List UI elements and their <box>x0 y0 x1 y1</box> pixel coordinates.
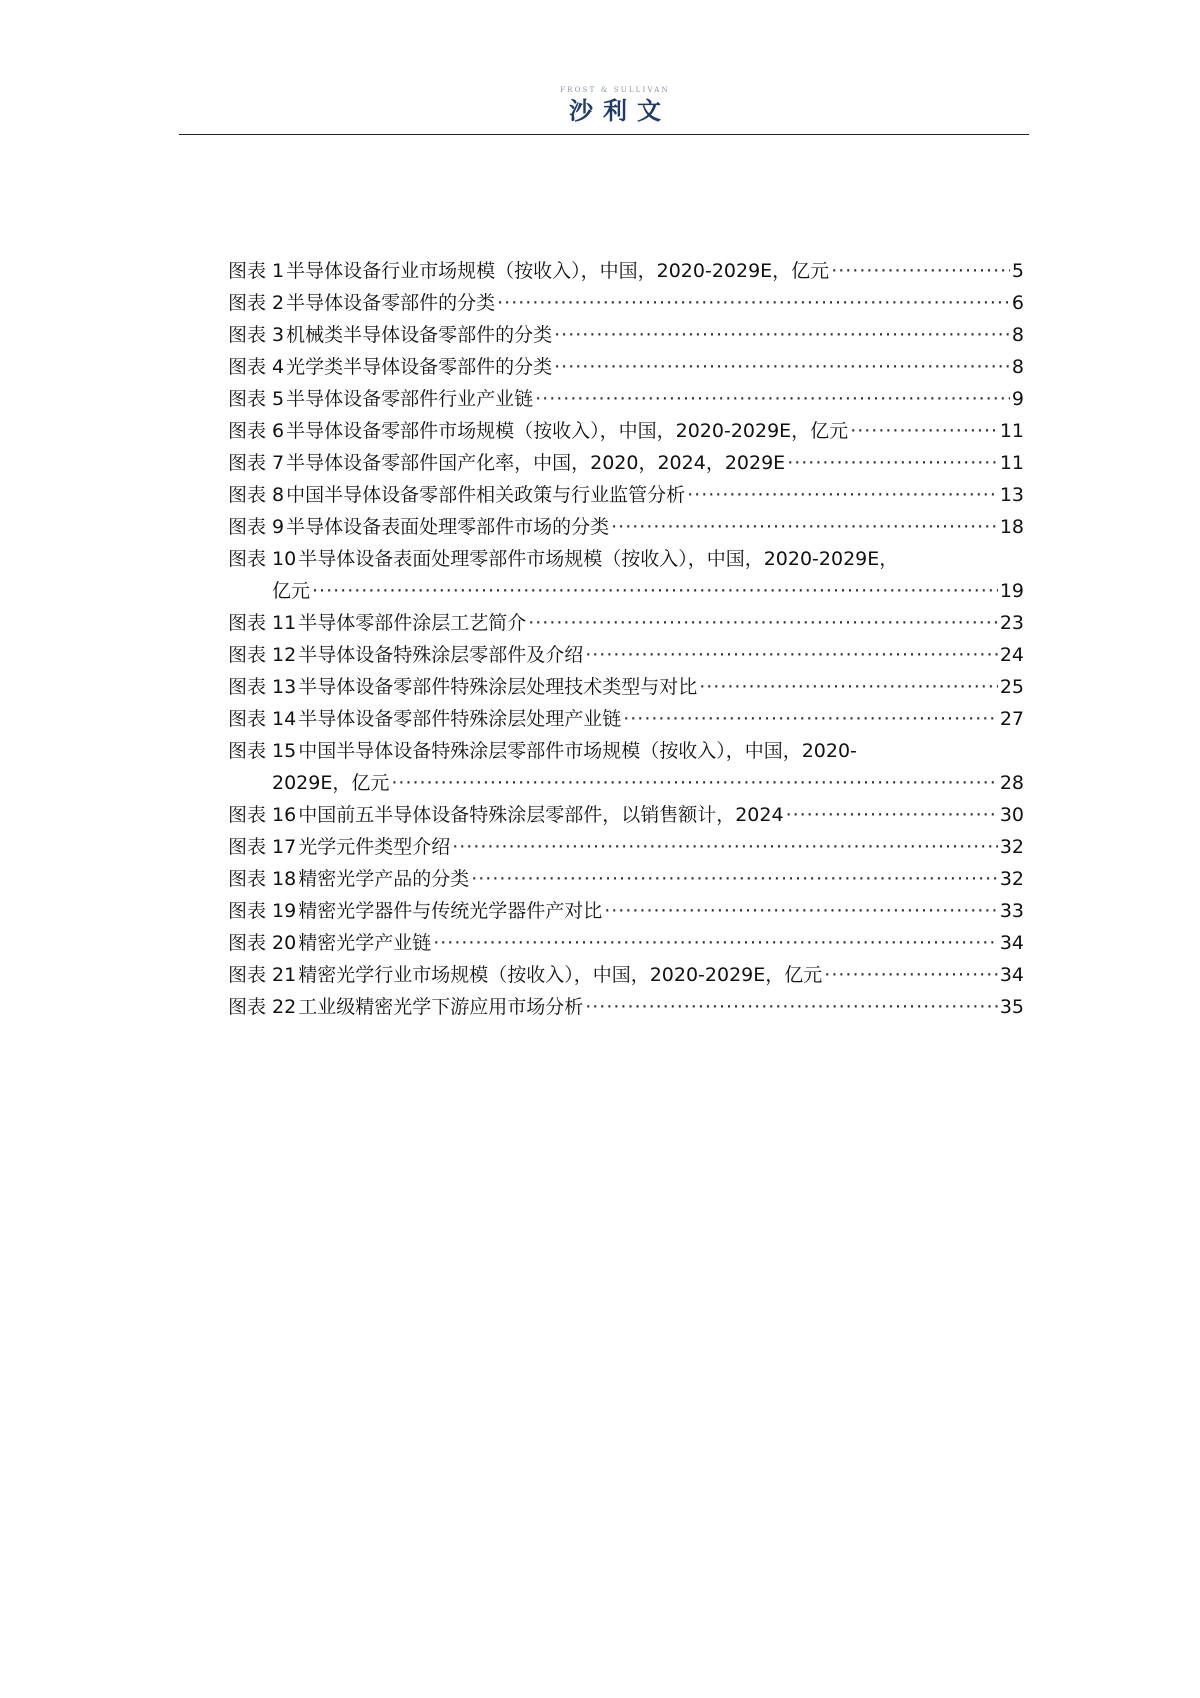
toc-entry-number: 13 <box>272 676 297 698</box>
toc-entry[interactable] <box>228 639 1024 671</box>
toc-entry-page: 34 <box>999 932 1024 954</box>
toc-entry-line <box>228 703 1024 735</box>
toc-entry-number: 19 <box>272 900 297 922</box>
toc-entry-number: 17 <box>272 836 297 858</box>
toc-entry-line <box>228 831 1024 863</box>
toc-entry-line <box>228 959 1024 991</box>
toc-entry-prefix: 图表 <box>228 292 267 314</box>
toc-entry-label <box>228 671 298 703</box>
toc-entry[interactable] <box>228 319 1024 351</box>
toc-entry-title: 中国前五半导体设备特殊涂层零部件，以销售额计，2024 <box>298 804 784 826</box>
toc-entry-page: 11 <box>999 452 1024 474</box>
toc-entry-page: 28 <box>999 772 1024 794</box>
toc-leader-dots <box>786 799 998 831</box>
toc-entry-prefix: 图表 <box>228 740 267 762</box>
toc-entry-line <box>228 543 1024 575</box>
toc-entry-page: 25 <box>999 676 1024 698</box>
toc-entry-prefix: 图表 <box>228 676 267 698</box>
toc-entry-prefix: 图表 <box>228 516 267 538</box>
toc-entry-prefix: 图表 <box>228 836 267 858</box>
toc-entry-number: 20 <box>272 932 297 954</box>
toc-entry-number: 3 <box>272 324 285 346</box>
toc-entry-label <box>228 959 298 991</box>
toc-leader-dots <box>699 671 998 703</box>
toc-entry[interactable] <box>228 831 1024 863</box>
toc-entry-number: 8 <box>272 484 285 506</box>
toc-leader-dots <box>687 479 998 511</box>
toc-entry[interactable] <box>228 927 1024 959</box>
toc-entry-prefix: 图表 <box>228 452 267 474</box>
toc-entry-line <box>228 255 1024 287</box>
toc-entry-number: 22 <box>272 996 297 1018</box>
logo-english-text: FROST & SULLIVAN <box>560 86 670 94</box>
toc-entry[interactable] <box>228 415 1024 447</box>
toc-entry-title: 精密光学器件与传统光学器件产对比 <box>298 900 603 922</box>
toc-entry-line <box>228 639 1024 671</box>
toc-entry-prefix: 图表 <box>228 708 267 730</box>
toc-entry-line <box>228 351 1024 383</box>
toc-entry-title: 半导体设备零部件的分类 <box>286 292 496 314</box>
toc-entry-number: 18 <box>272 868 297 890</box>
toc-entry-title: 半导体设备表面处理零部件市场规模（按收入），中国，2020-2029E， <box>298 548 899 570</box>
toc-entry-prefix: 图表 <box>228 804 267 826</box>
toc-entry-title: 光学类半导体设备零部件的分类 <box>286 356 553 378</box>
toc-entry-page: 30 <box>999 804 1024 826</box>
page-header <box>0 0 1200 140</box>
toc-entry-page: 27 <box>999 708 1024 730</box>
toc-entry-page: 6 <box>1011 292 1024 314</box>
toc-entry-page: 13 <box>999 484 1024 506</box>
toc-leader-dots <box>604 895 998 927</box>
toc-entry-label <box>228 927 298 959</box>
toc-entry-label <box>228 415 286 447</box>
toc-entry-label <box>228 639 298 671</box>
toc-entry-number: 11 <box>272 612 297 634</box>
toc-leader-dots <box>824 959 998 991</box>
toc-entry-title-continued: 亿元 <box>272 580 311 602</box>
toc-entry-title: 精密光学行业市场规模（按收入），中国，2020-2029E，亿元 <box>298 964 823 986</box>
toc-entry-label <box>228 991 298 1023</box>
toc-entry-label <box>228 863 298 895</box>
toc-entry-title: 精密光学产业链 <box>298 932 432 954</box>
toc-entry-label <box>228 831 298 863</box>
toc-leader-dots <box>452 831 998 863</box>
toc-entry-title-continued: 2029E，亿元 <box>272 772 390 794</box>
toc-entry[interactable] <box>228 895 1024 927</box>
toc-entry-label <box>228 799 298 831</box>
toc-entry-label <box>228 319 286 351</box>
toc-entry-label <box>228 383 286 415</box>
toc-leader-dots <box>787 447 998 479</box>
toc-leader-dots <box>611 511 998 543</box>
toc-entry-page: 8 <box>1011 356 1024 378</box>
toc-entry-prefix: 图表 <box>228 548 267 570</box>
toc-entry-line <box>228 447 1024 479</box>
toc-entry-line <box>228 863 1024 895</box>
toc-entry-prefix: 图表 <box>228 484 267 506</box>
toc-leader-dots <box>623 703 998 735</box>
toc-entry[interactable] <box>228 991 1024 1023</box>
toc-leader-dots <box>391 767 997 799</box>
toc-entry-label <box>228 548 298 570</box>
toc-entry-title: 半导体设备零部件国产化率，中国，2020，2024，2029E <box>286 452 786 474</box>
toc-leader-dots <box>535 383 1010 415</box>
toc-entry-line <box>228 575 1024 607</box>
toc-entry-prefix: 图表 <box>228 388 267 410</box>
toc-entry-line <box>228 479 1024 511</box>
toc-entry[interactable] <box>228 447 1024 479</box>
toc-entry-label <box>228 607 298 639</box>
toc-entry-prefix: 图表 <box>228 932 267 954</box>
toc-entry-line <box>228 319 1024 351</box>
toc-entry-line <box>228 511 1024 543</box>
toc-entry-number: 15 <box>272 740 297 762</box>
toc-entry-number: 9 <box>272 516 285 538</box>
toc-entry-page: 9 <box>1011 388 1024 410</box>
toc-entry-prefix: 图表 <box>228 420 267 442</box>
toc-entry[interactable] <box>228 255 1024 287</box>
toc-entry[interactable] <box>228 799 1024 831</box>
toc-entry-number: 10 <box>272 548 297 570</box>
toc-entry[interactable] <box>228 383 1024 415</box>
toc-entry-prefix: 图表 <box>228 964 267 986</box>
toc-entry-line <box>228 735 1024 767</box>
toc-entry-number: 1 <box>272 260 285 282</box>
toc-entry-label <box>228 351 286 383</box>
toc-entry-page: 32 <box>999 868 1024 890</box>
toc-entry-title: 半导体设备零部件市场规模（按收入），中国，2020-2029E，亿元 <box>286 420 849 442</box>
toc-entry-label <box>228 703 298 735</box>
toc-leader-dots <box>554 351 1010 383</box>
toc-entry-number: 5 <box>272 388 285 410</box>
toc-entry[interactable] <box>228 543 1024 607</box>
toc-leader-dots <box>585 991 998 1023</box>
toc-entry-title: 精密光学产品的分类 <box>298 868 470 890</box>
toc-leader-dots <box>850 415 998 447</box>
toc-entry-line <box>228 799 1024 831</box>
toc-entry-title: 半导体零部件涂层工艺简介 <box>298 612 527 634</box>
toc-entry-page: 33 <box>999 900 1024 922</box>
toc-entry-prefix: 图表 <box>228 996 267 1018</box>
toc-entry-prefix: 图表 <box>228 644 267 666</box>
table-of-figures <box>228 255 1024 1023</box>
toc-entry-number: 2 <box>272 292 285 314</box>
toc-entry[interactable] <box>228 351 1024 383</box>
toc-entry-line <box>228 767 1024 799</box>
toc-entry[interactable] <box>228 863 1024 895</box>
toc-entry-number: 12 <box>272 644 297 666</box>
toc-entry-prefix: 图表 <box>228 612 267 634</box>
toc-entry-line <box>228 991 1024 1023</box>
toc-entry-prefix: 图表 <box>228 260 267 282</box>
toc-entry-line <box>228 287 1024 319</box>
toc-leader-dots <box>831 255 1010 287</box>
toc-leader-dots <box>471 863 998 895</box>
header-divider <box>179 134 1029 135</box>
toc-entry-number: 14 <box>272 708 297 730</box>
toc-entry-label <box>228 740 298 762</box>
toc-leader-dots <box>433 927 998 959</box>
toc-entry-title: 半导体设备零部件特殊涂层处理技术类型与对比 <box>298 676 698 698</box>
toc-entry-number: 16 <box>272 804 297 826</box>
toc-entry-label <box>228 511 286 543</box>
toc-entry[interactable] <box>228 607 1024 639</box>
toc-leader-dots <box>585 639 998 671</box>
toc-entry-prefix: 图表 <box>228 868 267 890</box>
toc-entry-prefix: 图表 <box>228 900 267 922</box>
toc-entry-line <box>228 415 1024 447</box>
toc-entry-title: 光学元件类型介绍 <box>298 836 451 858</box>
toc-entry-prefix: 图表 <box>228 324 267 346</box>
toc-leader-dots <box>497 287 1010 319</box>
toc-entry-line <box>228 607 1024 639</box>
toc-entry-title: 中国半导体设备零部件相关政策与行业监管分析 <box>286 484 686 506</box>
toc-entry-label <box>228 895 298 927</box>
toc-entry[interactable] <box>228 479 1024 511</box>
toc-entry-page: 11 <box>999 420 1024 442</box>
toc-entry-label <box>228 255 286 287</box>
logo-chinese-text: 沙利文 <box>569 97 671 125</box>
toc-entry-page: 18 <box>999 516 1024 538</box>
toc-entry-line <box>228 927 1024 959</box>
toc-leader-dots <box>528 607 998 639</box>
toc-entry-prefix: 图表 <box>228 356 267 378</box>
toc-entry[interactable] <box>228 703 1024 735</box>
toc-entry-title: 机械类半导体设备零部件的分类 <box>286 324 553 346</box>
toc-entry-line <box>228 671 1024 703</box>
toc-entry-page: 34 <box>999 964 1024 986</box>
toc-entry[interactable] <box>228 287 1024 319</box>
toc-entry-label <box>228 479 286 511</box>
toc-entry-page: 19 <box>999 580 1024 602</box>
toc-entry-number: 4 <box>272 356 285 378</box>
toc-entry[interactable] <box>228 671 1024 703</box>
toc-entry-number: 7 <box>272 452 285 474</box>
toc-leader-dots <box>554 319 1010 351</box>
toc-entry-title: 工业级精密光学下游应用市场分析 <box>298 996 584 1018</box>
toc-entry[interactable] <box>228 959 1024 991</box>
toc-entry-title: 半导体设备零部件行业产业链 <box>286 388 534 410</box>
toc-entry-title: 半导体设备零部件特殊涂层处理产业链 <box>298 708 622 730</box>
toc-entry[interactable] <box>228 511 1024 543</box>
toc-entry-label <box>228 287 286 319</box>
toc-entry[interactable] <box>228 735 1024 799</box>
toc-entry-title: 半导体设备行业市场规模（按收入），中国，2020-2029E，亿元 <box>286 260 830 282</box>
toc-entry-title: 半导体设备表面处理零部件市场的分类 <box>286 516 610 538</box>
toc-entry-page: 5 <box>1011 260 1024 282</box>
toc-entry-page: 23 <box>999 612 1024 634</box>
toc-entry-line <box>228 895 1024 927</box>
toc-leader-dots <box>312 575 998 607</box>
toc-entry-line <box>228 383 1024 415</box>
toc-entry-number: 6 <box>272 420 285 442</box>
toc-entry-page: 32 <box>999 836 1024 858</box>
toc-entry-title: 中国半导体设备特殊涂层零部件市场规模（按收入），中国，2020- <box>298 740 857 762</box>
toc-entry-number: 21 <box>272 964 297 986</box>
toc-entry-label <box>228 447 286 479</box>
toc-entry-page: 24 <box>999 644 1024 666</box>
frost-sullivan-logo <box>540 86 690 126</box>
toc-entry-title: 半导体设备特殊涂层零部件及介绍 <box>298 644 584 666</box>
toc-entry-page: 8 <box>1011 324 1024 346</box>
toc-entry-page: 35 <box>999 996 1024 1018</box>
